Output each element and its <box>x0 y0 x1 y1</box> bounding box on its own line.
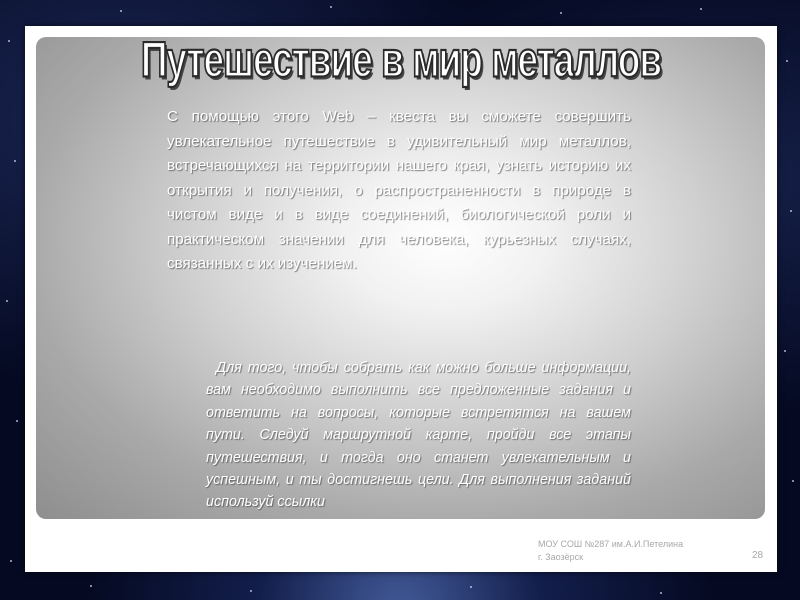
star <box>560 12 562 14</box>
star <box>700 8 702 10</box>
intro-paragraph: С помощью этого Web – квеста вы сможете совершить увлекательное путешествие в удивительный мир металлов, встречающихся на территории нашего края, узнать историю их открытия и получения, о распространенности в природе в чистом виде и в виде соединений, биологической роли и практическом значении для человека, курьезных случаях, связанных с их изучением. <box>167 108 631 272</box>
content-panel <box>36 37 765 519</box>
footer-school <box>538 538 683 564</box>
star <box>90 585 92 587</box>
page-number: 28 <box>752 550 764 561</box>
star <box>790 210 792 212</box>
footer-school-name: МОУ СОШ №287 им.А.И.Петелина <box>538 539 684 549</box>
star <box>120 10 122 12</box>
star <box>660 592 662 594</box>
star <box>792 480 794 482</box>
star <box>14 160 16 162</box>
star <box>10 560 12 562</box>
star <box>784 350 786 352</box>
star <box>16 420 18 422</box>
instructions-paragraph: Для того, чтобы собрать как можно больше информации, вам необходимо выполнить все предложенные задания и ответить на вопросы, которые встретятся на вашем пути. Следуй маршрутной карте, пройди все этапы путешествия, и тогда оно станет увлекательным и успешным, и ты достигнешь цели. Для выполнения заданий используй ссылки <box>206 360 631 511</box>
star <box>470 586 472 588</box>
footer-town: г. Заозёрск <box>538 552 584 562</box>
star <box>8 40 10 42</box>
slide <box>25 26 777 572</box>
star <box>6 300 8 302</box>
star <box>330 6 332 8</box>
star <box>250 590 252 592</box>
slide-title: Путешествие в мир металлов <box>140 32 662 88</box>
star <box>786 60 788 62</box>
